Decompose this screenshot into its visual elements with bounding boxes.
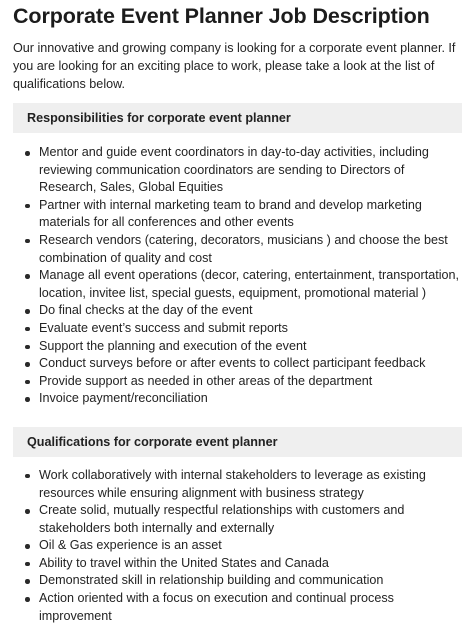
section-spacer — [13, 408, 462, 417]
list-item: Support the planning and execution of the event — [39, 338, 462, 356]
responsibilities-heading: Responsibilities for corporate event planner — [13, 103, 462, 133]
list-item: Demonstrated skill in relationship building and communication — [39, 572, 462, 590]
list-item: Action oriented with a focus on execution and continual process improvement — [39, 590, 462, 625]
list-item: Conduct surveys before or after events to collect participant feedback — [39, 355, 462, 373]
qualifications-list — [13, 467, 462, 625]
list-item: Partner with internal marketing team to brand and develop marketing materials for all conferences and other events — [39, 197, 462, 232]
list-item: Create solid, mutually respectful relationships with customers and stakeholders both internally and externally — [39, 502, 462, 537]
list-item: Evaluate event’s success and submit reports — [39, 320, 462, 338]
intro-paragraph: Our innovative and growing company is looking for a corporate event planner. If you are looking for an exciting place to work, please take a look at the list of qualifications below. — [13, 41, 456, 91]
responsibilities-list — [13, 144, 462, 408]
page-title: Corporate Event Planner Job Description — [13, 4, 430, 28]
list-item: Ability to travel within the United States and Canada — [39, 555, 462, 573]
list-item: Provide support as needed in other areas of the department — [39, 373, 462, 391]
list-item: Research vendors (catering, decorators, musicians ) and choose the best combination of quality and cost — [39, 232, 462, 267]
list-item: Do final checks at the day of the event — [39, 302, 462, 320]
list-item: Work collaboratively with internal stakeholders to leverage as existing resources while ensuring alignment with business strategy — [39, 467, 462, 502]
list-item: Oil & Gas experience is an asset — [39, 537, 462, 555]
list-item: Invoice payment/reconciliation — [39, 390, 462, 408]
list-item: Mentor and guide event coordinators in day-to-day activities, including reviewing communication coordinators are sending to Directors of Research, Sales, Global Equities — [39, 144, 462, 197]
list-item: Manage all event operations (decor, catering, entertainment, transportation, location, invitee list, special guests, equipment, promotional material ) — [39, 267, 462, 302]
qualifications-heading: Qualifications for corporate event planner — [13, 427, 462, 457]
